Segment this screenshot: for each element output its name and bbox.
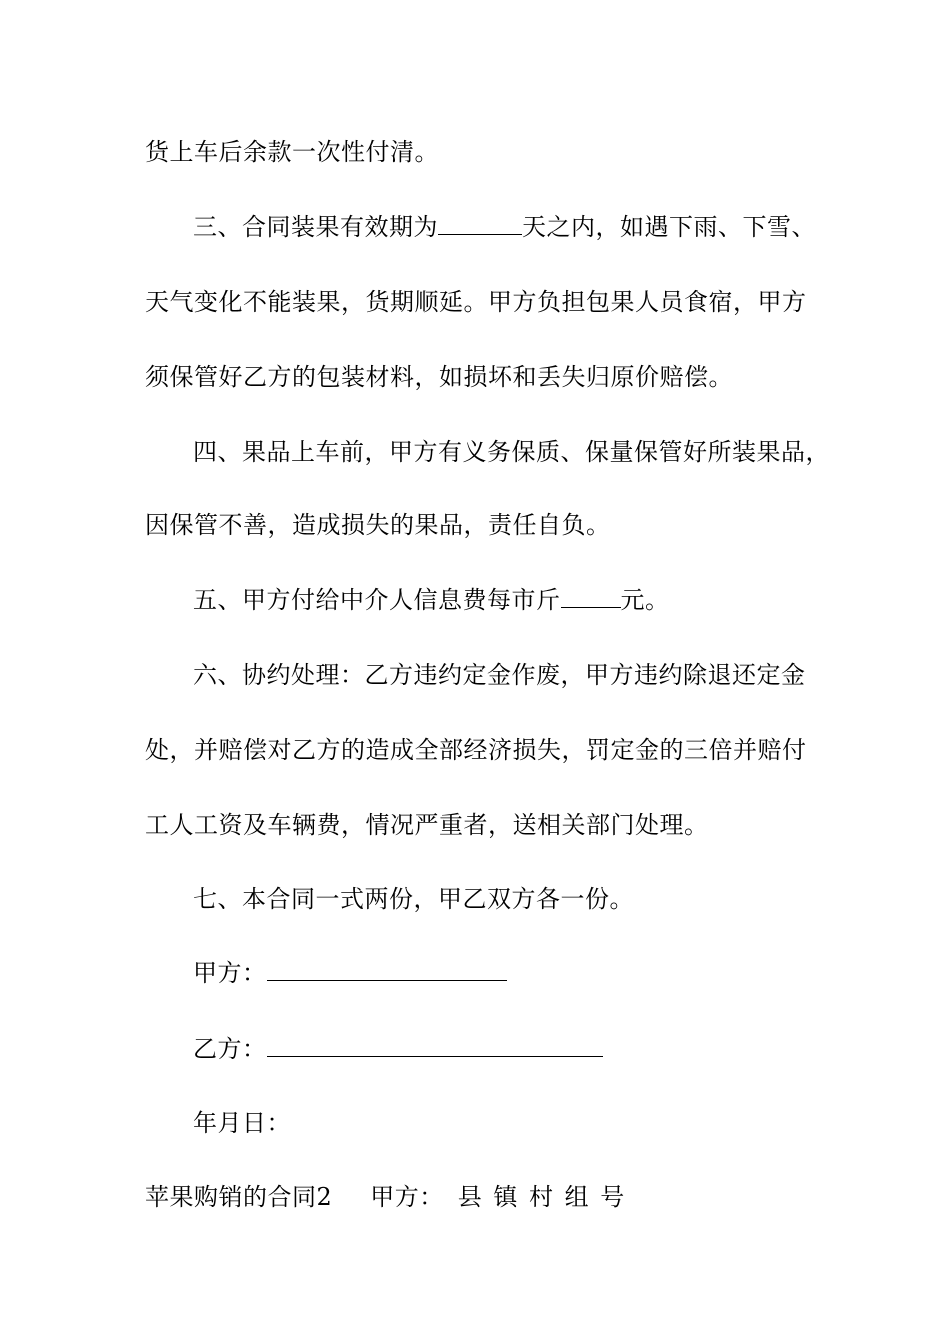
line-text: 元。 xyxy=(620,586,670,614)
party-a-signature-line xyxy=(193,958,507,988)
party-a-blank xyxy=(267,960,507,981)
clause-4-line-2 xyxy=(145,510,611,540)
line-text: 五、甲方付给中介人信息费每市斤 xyxy=(193,586,561,614)
clause-7-line-1 xyxy=(193,884,634,914)
line-text: 货上车后余款一次性付清。 xyxy=(145,138,439,166)
clause-6-line-1 xyxy=(193,660,806,690)
line-text: 处，并赔偿对乙方的造成全部经济损失，罚定金的三倍并赔付 xyxy=(145,736,807,764)
line-text: 工人工资及车辆费，情况严重者，送相关部门处理。 xyxy=(145,811,709,839)
clause-5-line-1 xyxy=(193,585,670,615)
party-a-label: 甲方： xyxy=(193,959,267,987)
party-b-label: 乙方： xyxy=(193,1035,267,1063)
party-b-blank xyxy=(267,1036,603,1057)
clause-3-line-1 xyxy=(193,212,816,242)
contract-heading: 苹果购销的合同2 xyxy=(145,1183,333,1211)
clause-4-line-1 xyxy=(193,437,830,467)
fill-blank-days xyxy=(438,214,522,235)
party-a-address: 县 镇 村 组 号 xyxy=(457,1183,627,1211)
clause-3-line-3 xyxy=(145,362,733,392)
line-text: 三、合同装果有效期为 xyxy=(193,213,438,241)
line-text: 四、果品上车前，甲方有义务保质、保量保管好所装果品， xyxy=(193,438,830,466)
line-text: 六、协约处理：乙方违约定金作废，甲方违约除退还定金 xyxy=(193,661,806,689)
line-text: 须保管好乙方的包装材料，如损坏和丢失归原价赔偿。 xyxy=(145,363,733,391)
line-text: 七、本合同一式两份，甲乙双方各一份。 xyxy=(193,885,634,913)
fill-blank-fee xyxy=(561,587,621,608)
line-text: 因保管不善，造成损失的果品，责任自负。 xyxy=(145,511,611,539)
next-contract-heading-line xyxy=(145,1182,626,1212)
party-b-signature-line xyxy=(193,1034,603,1064)
party-a-label-2: 甲方： xyxy=(370,1183,444,1211)
clause-3-line-2 xyxy=(145,287,807,317)
clause-6-line-3 xyxy=(145,810,709,840)
text-line-1 xyxy=(145,137,439,167)
clause-6-line-2 xyxy=(145,735,807,765)
line-text: 天之内，如遇下雨、下雪、 xyxy=(522,213,816,241)
line-text: 天气变化不能装果，货期顺延。甲方负担包果人员食宿，甲方 xyxy=(145,288,807,316)
date-line xyxy=(193,1108,291,1138)
date-label: 年月日： xyxy=(193,1109,291,1137)
